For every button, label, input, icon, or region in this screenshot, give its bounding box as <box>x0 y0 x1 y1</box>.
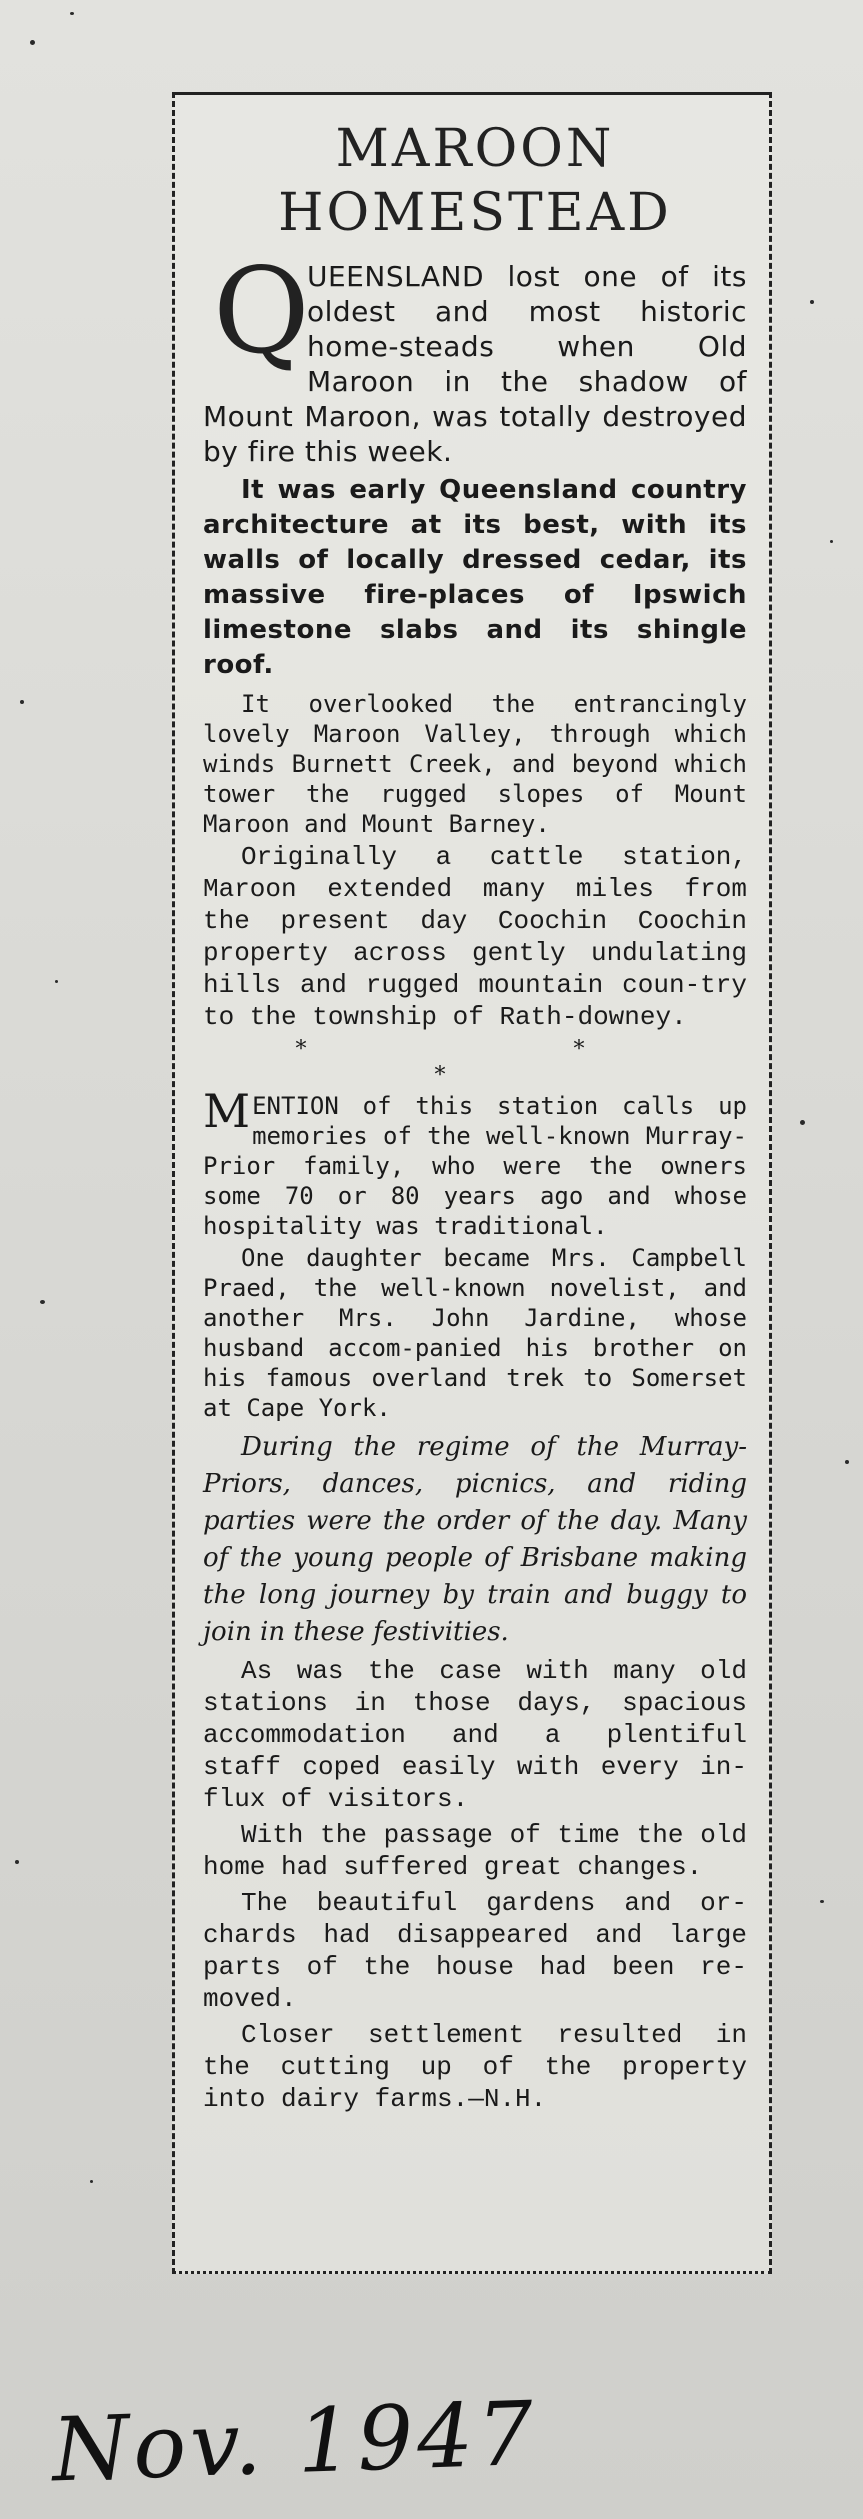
ink-speck <box>830 540 833 543</box>
paragraph-4: Originally a cattle station, Maroon extended many miles from the present day Coochin Coochin property across gently undulating hills and rugged mountain coun-try to the township of Rath-downey. <box>203 842 747 1032</box>
ink-speck <box>20 700 24 704</box>
ink-speck <box>70 12 74 15</box>
paragraph-9: With the passage of time the old home had suffered great changes. <box>203 1820 747 1882</box>
ink-speck <box>845 1460 849 1464</box>
paragraph-11: Closer settlement resulted in the cutting up of the property into dairy farms.—N.H. <box>203 2020 747 2114</box>
ink-speck <box>30 40 35 45</box>
ink-speck <box>810 300 814 304</box>
section-separator: * * * <box>295 1037 715 1088</box>
paragraph-6: One daughter became Mrs. Campbell Praed, the well-known novelist, and another Mrs. John Jardine, whose husband accom-panied his brother on his famous overland trek to Somerset at Cape York. <box>203 1244 747 1422</box>
headline-line-1: MAROON <box>335 119 615 179</box>
ink-speck <box>40 1300 45 1304</box>
paragraph-10: The beautiful gardens and or-chards had disappeared and large parts of the house had been re-moved. <box>203 1888 747 2014</box>
drop-cap: Q <box>213 242 310 380</box>
ink-speck <box>55 980 58 983</box>
lead-paragraph <box>203 242 747 469</box>
newspaper-clipping <box>172 92 772 2274</box>
ink-speck <box>820 1900 824 1903</box>
ink-speck <box>15 1860 19 1864</box>
paragraph-1: UEENSLAND lost one of its oldest and most historic home-steads when Old Maroon in the shadow of Mount Maroon, was totally destroyed by fire this week. <box>203 260 747 468</box>
section-drop-cap: M <box>203 1084 251 1138</box>
article-headline <box>203 117 747 245</box>
paragraph-7-italic: During the regime of the Murray-Priors, dances, picnics, and riding parties were the order of the day. Many of the young people of Brisbane making the long journey by train and buggy to join in these festivities. <box>203 1432 747 1647</box>
paragraph-8: As was the case with many old stations in those days, spacious accommodation and a plentiful staff coped easily with every in-flux of visitors. <box>203 1656 747 1814</box>
ink-speck <box>800 1120 805 1125</box>
paragraph-5-wrap <box>203 1084 747 1241</box>
paragraph-3: It overlooked the entrancingly lovely Maroon Valley, through which winds Burnett Creek, and beyond which tower the rugged slopes of Mount Maroon and Mount Barney. <box>203 690 747 838</box>
paragraph-5: ENTION of this station calls up memories of the well-known Murray-Prior family, who were the owners some 70 or 80 years ago and whose hospitality was traditional. <box>203 1092 747 1240</box>
handwritten-date: Nov. 1947 <box>50 2381 539 2502</box>
paragraph-2: It was early Queensland country architecture at its best, with its walls of locally dressed cedar, its massive fire-places of Ipswich limestone slabs and its shingle roof. <box>203 475 747 680</box>
headline-line-2: HOMESTEAD <box>278 183 672 243</box>
ink-speck <box>90 2180 93 2183</box>
